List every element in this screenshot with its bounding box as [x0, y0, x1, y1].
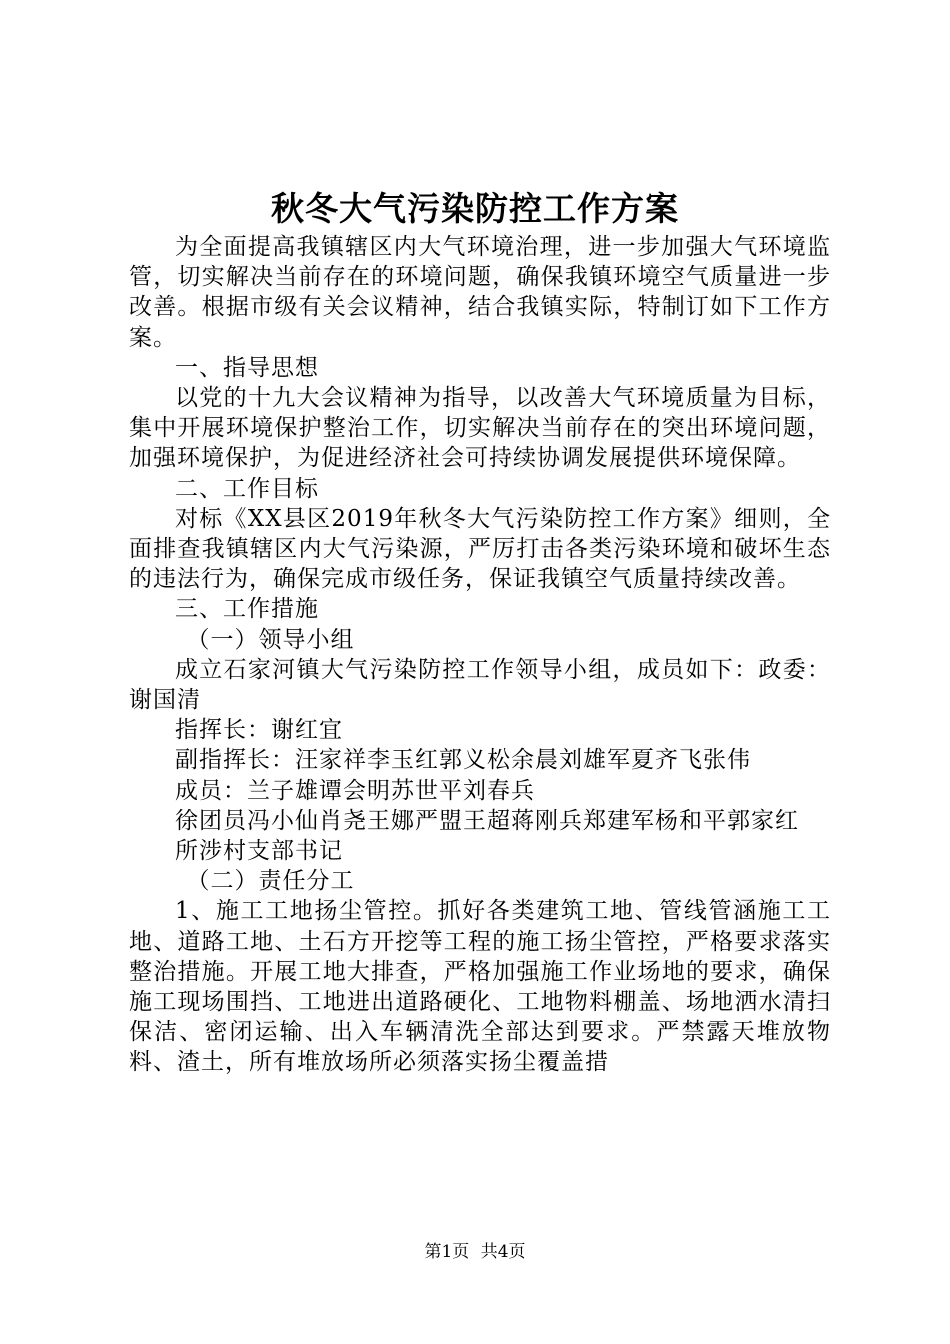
paragraph-intro: 为全面提高我镇辖区内大气环境治理，进一步加强大气环境监管，切实解决当前存在的环境问题，确保我镇环境空气质量进一步改善。根据市级有关会议精神，结合我镇实际，特制订如下工作方案。 [129, 234, 831, 351]
paragraph-leading-group: 成立石家河镇大气污染防控工作领导小组，成员如下：政委：谢国清 [129, 656, 831, 714]
paragraph-members-continued: 徐团员冯小仙肖尧王娜严盟王超蒋刚兵郑建军杨和平郭家红 [175, 807, 799, 834]
document-title: 秋冬大气污染防控工作方案 [271, 189, 679, 228]
page-total: 共4页 [480, 1242, 526, 1262]
paragraph-village-secretaries: 所涉村支部书记 [175, 838, 343, 865]
paragraph-commander: 指挥长：谢红宜 [175, 717, 343, 744]
heading-work-measures: 三、工作措施 [175, 596, 319, 623]
paragraph-guiding-thought: 以党的十九大会议精神为指导，以改善大气环境质量为目标，集中开展环境保护整治工作，切实解决当前存在的突出环境问题，加强环境保护，为促进经济社会可持续协调发展提供环境保障。 [129, 385, 831, 472]
heading-work-goal: 二、工作目标 [175, 475, 319, 502]
paragraph-work-goal: 对标《XX县区2019年秋冬大气污染防控工作方案》细则，全面排查我镇辖区内大气污染源，严厉打击各类污染环境和破坏生态的违法行为，确保完成市级任务，保证我镇空气质量持续改善。 [129, 505, 831, 593]
page-footer [0, 1240, 950, 1264]
page-number: 第1页 [424, 1242, 470, 1262]
document-body [129, 232, 831, 1078]
paragraph-deputy-commanders: 副指挥长：汪家祥李玉红郭义松余晨刘雄军夏齐飞张伟 [175, 747, 751, 774]
subheading-responsibilities: （二）责任分工 [186, 868, 355, 895]
subheading-leading-group: （一）领导小组 [186, 626, 355, 653]
paragraph-dust-control: 1、施工工地扬尘管控。抓好各类建筑工地、管线管涵施工工地、道路工地、土石方开挖等工程的施工扬尘管控，严格要求落实整治措施。开展工地大排查，严格加强施工作业场地的要求，确保施工现场围挡、工地进出道路硬化、工地物料棚盖、场地洒水清扫保洁、密闭运输、出入车辆清洗全部达到要求。严禁露天堆放物料、渣土，所有堆放场所必须落实扬尘覆盖措 [129, 898, 831, 1076]
paragraph-members: 成员：兰子雄谭会明苏世平刘春兵 [175, 777, 535, 804]
heading-guiding-thought: 一、指导思想 [175, 354, 319, 381]
